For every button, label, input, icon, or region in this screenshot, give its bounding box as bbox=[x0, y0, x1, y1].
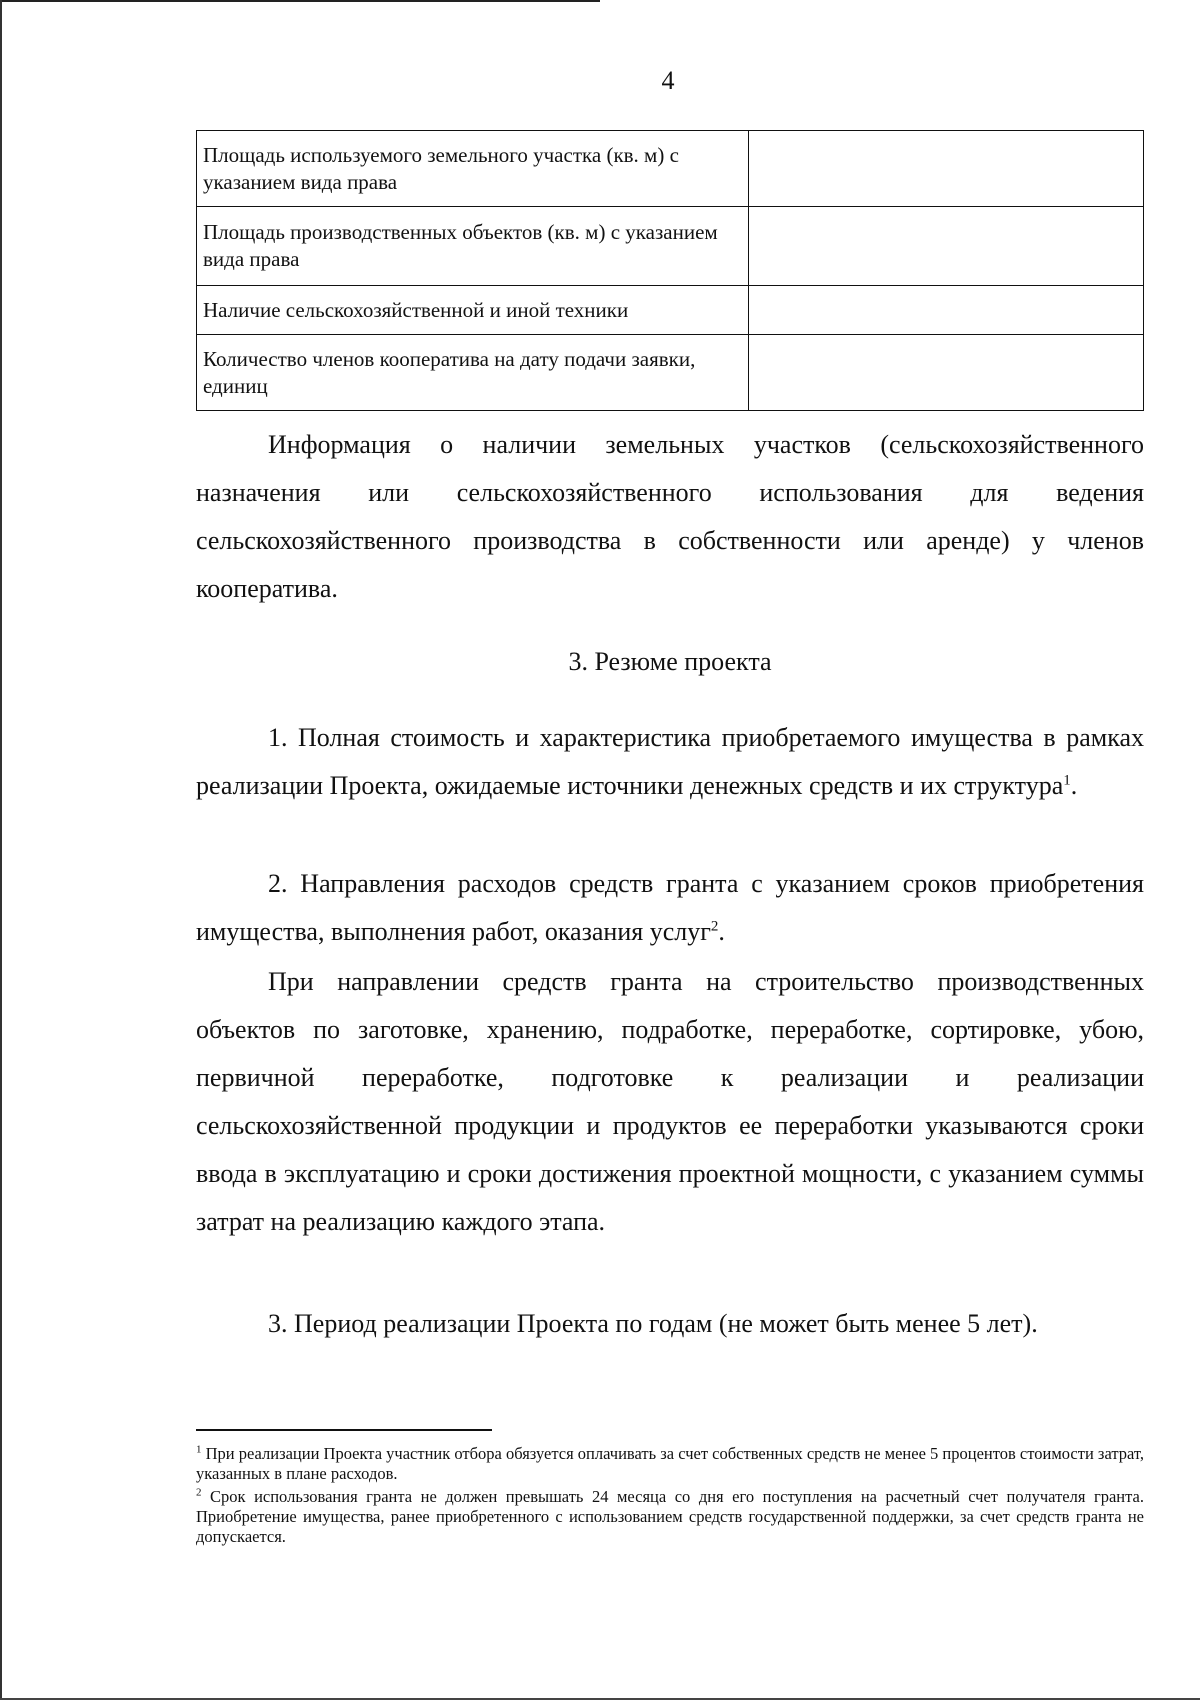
table-cell-value bbox=[749, 131, 1144, 207]
footnote-2 bbox=[196, 1487, 1144, 1547]
footnote-1 bbox=[196, 1444, 1144, 1484]
item-2-paragraph bbox=[196, 860, 1144, 956]
footnote-text: При реализации Проекта участник отбора обязуется оплачивать за счет собственных средств не менее 5 процентов стоимости затрат, указанных в плане расходов. bbox=[196, 1444, 1144, 1483]
table-cell-label: Площадь используемого земельного участка (кв. м) с указанием вида права bbox=[197, 131, 749, 207]
table-cell-label: Наличие сельскохозяйственной и иной техники bbox=[197, 286, 749, 335]
table-cell-label: Количество членов кооператива на дату подачи заявки, единиц bbox=[197, 335, 749, 411]
footnote-divider bbox=[196, 1429, 492, 1431]
table-cell-label: Площадь производственных объектов (кв. м) с указанием вида права bbox=[197, 207, 749, 286]
item-1-end: . bbox=[1070, 771, 1078, 800]
scan-edge-top bbox=[0, 0, 600, 2]
footnote-text: Срок использования гранта не должен превышать 24 месяца со дня его поступления на расчетный счет получателя гранта. Приобретение имущества, ранее приобретенного с использованием средств государственной поддержки, за счет средств гранта не допускается. bbox=[196, 1487, 1144, 1546]
table-cell-value bbox=[749, 207, 1144, 286]
item-2-end: . bbox=[718, 917, 725, 946]
item-2-text: 2. Направления расходов средств гранта с указанием сроков приобретения имущества, выполнения работ, оказания услуг bbox=[196, 869, 1144, 946]
table-row bbox=[197, 207, 1144, 286]
table-cell-value bbox=[749, 286, 1144, 335]
table-row bbox=[197, 286, 1144, 335]
table-row bbox=[197, 335, 1144, 411]
construction-paragraph: При направлении средств гранта на строительство производственных объектов по заготовке, хранению, подработке, переработке, сортировке, убою, первичной переработке, подготовке к реализации и реализации сельскохозяйственной продукции и продуктов ее переработки указываются сроки ввода в эксплуатацию и сроки достижения проектной мощности, с указанием суммы затрат на реализацию каждого этапа. bbox=[196, 967, 1144, 1236]
page-number: 4 bbox=[661, 66, 675, 95]
item-1-paragraph bbox=[196, 714, 1144, 810]
scan-edge-left bbox=[0, 0, 2, 1700]
item-3-paragraph: 3. Период реализации Проекта по годам (не может быть менее 5 лет). bbox=[268, 1309, 1038, 1338]
footnote-ref-2: 2 bbox=[710, 918, 719, 935]
item-1-text: 1. Полная стоимость и характеристика приобретаемого имущества в рамках реализации Проекта, ожидаемые источники денежных средств и их структура bbox=[196, 723, 1144, 800]
footnote-mark: 1 bbox=[196, 1443, 202, 1456]
land-info-paragraph: Информация о наличии земельных участков (сельскохозяйственного назначения или сельскохозяйственного использования для ведения сельскохозяйственного производства в собственности или аренде) у членов кооператива. bbox=[196, 430, 1144, 603]
table-cell-value bbox=[749, 335, 1144, 411]
footnote-ref-1: 1 bbox=[1063, 772, 1071, 789]
footnotes bbox=[196, 1444, 1144, 1550]
section-title: 3. Резюме проекта bbox=[568, 647, 772, 676]
footnote-mark: 2 bbox=[196, 1486, 202, 1499]
cooperative-info-table bbox=[196, 130, 1144, 411]
table-row bbox=[197, 131, 1144, 207]
